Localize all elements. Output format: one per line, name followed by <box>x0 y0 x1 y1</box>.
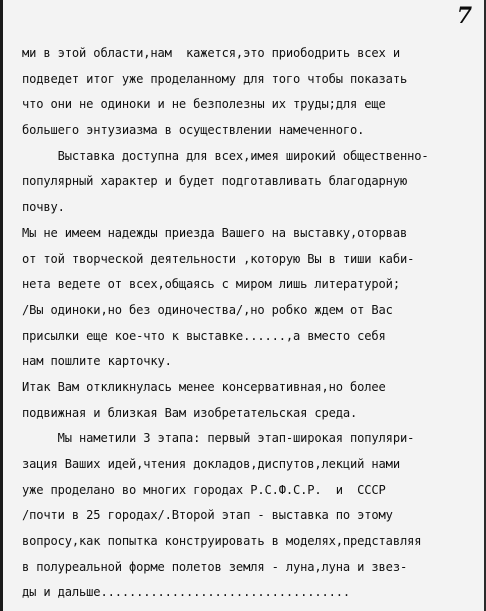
text-line: нам пошлите карточку. <box>22 354 172 369</box>
typewritten-text <box>22 41 484 606</box>
text-line: большего энтузиазма в осуществлении намеченного. <box>22 123 365 138</box>
text-line: уже проделано во многих городах Р.С.Ф.С.Р. и СССР <box>22 482 386 497</box>
text-line: от той творческой деятельности ,которую Вы в тиши каби- <box>22 251 415 266</box>
text-line: /почти в 25 городах/.Второй этап - выставка по этому <box>22 508 393 523</box>
text-line: в полуреальной форме полетов земля - луна,луна и звез- <box>22 559 408 574</box>
text-line: ми в этой области,нам кажется,это приободрить всех и <box>22 46 400 60</box>
text-line: подвижная и близкая Вам изобретательская среда. <box>22 405 358 420</box>
text-line: Мы не имеем надежды приезда Вашего на выставку,оторвав <box>22 225 408 240</box>
text-line: Мы наметили 3 этапа: первый этап-широкая популяри- <box>22 431 415 446</box>
text-line: нета ведете от всех,общаясь с миром лишь литературой; <box>22 277 400 292</box>
text-line: присылки еще кое-что к выставке......,а вместо себя <box>22 328 386 343</box>
text-line: Итак Вам откликнулась менее консервативная,но более <box>22 379 386 394</box>
text-line: что они не одиноки и не безполезны их труды;для еще <box>22 97 386 112</box>
text-line: популярный характер и будет подготавливать благодарную <box>22 174 408 189</box>
text-line: зация Ваших идей,чтения докладов,диспутов,лекций нами <box>22 457 400 471</box>
text-line: почву. <box>22 200 65 215</box>
text-line: Выставка доступна для всех,имея широкий общественно- <box>22 148 429 163</box>
text-line: вопросу,как попытка конструировать в моделях,представляя <box>22 534 422 549</box>
page-number: 7 <box>456 3 472 29</box>
text-line: подведет итог уже проделанному для того чтобы показать <box>22 71 408 86</box>
text-line: /Вы одиноки,но без одиночества/,но робко ждем от Вас <box>22 302 393 317</box>
text-line: ды и дальше................................... <box>22 585 351 600</box>
